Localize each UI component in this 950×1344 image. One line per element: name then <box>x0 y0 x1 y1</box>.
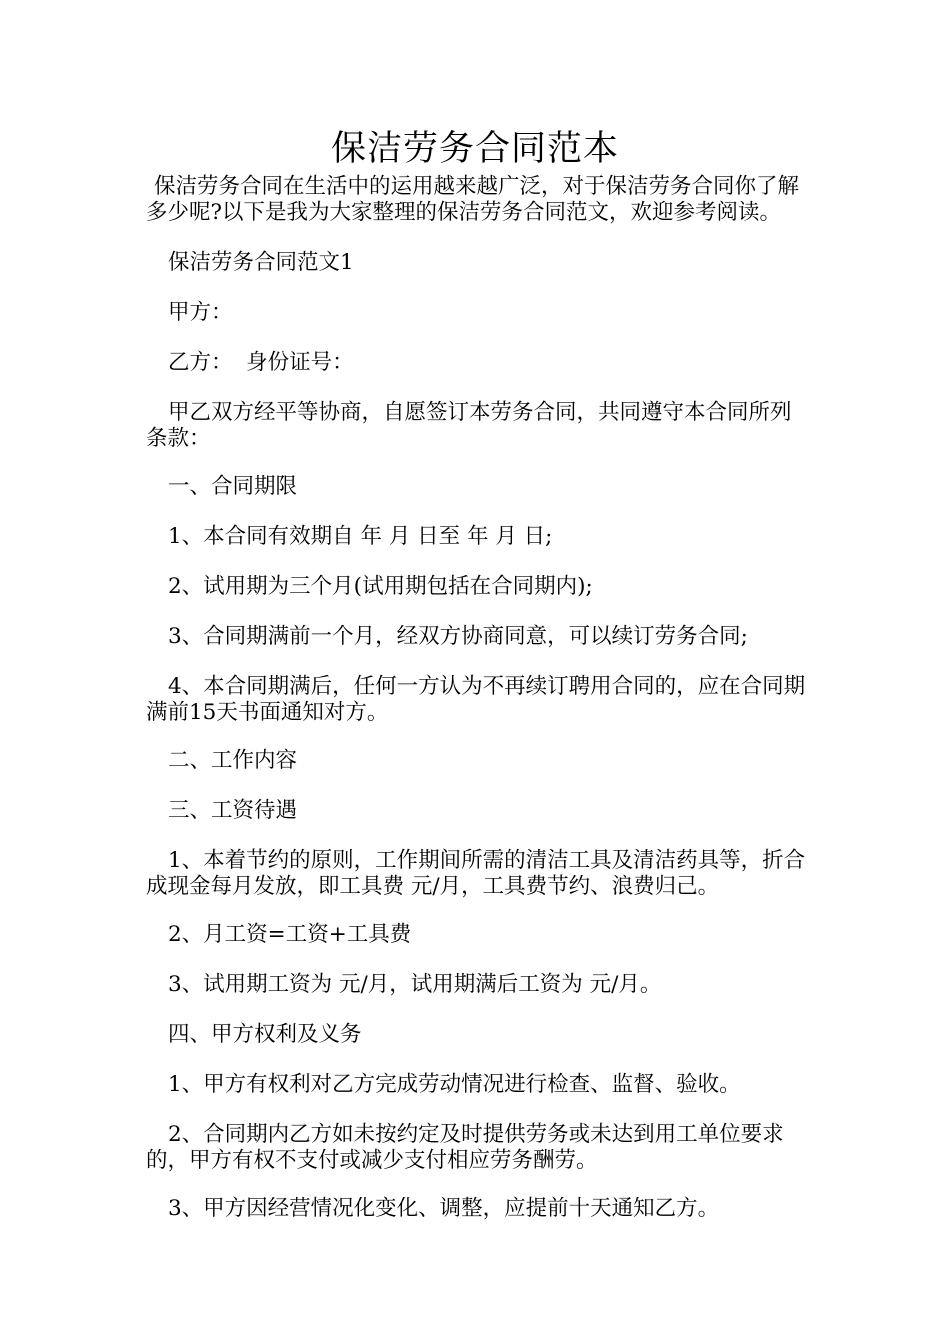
section-heading-version-1: 保洁劳务合同范文1 <box>168 250 354 275</box>
term-clause-1: 1、本合同有效期自 年 月 日至 年 月 日; <box>168 524 553 549</box>
document-title: 保洁劳务合同范本 <box>330 129 619 169</box>
heading-work-content: 二、工作内容 <box>168 748 298 773</box>
term-clause-2: 2、试用期为三个月(试用期包括在合同期内); <box>168 574 593 599</box>
heading-wages: 三、工资待遇 <box>168 798 298 823</box>
agreement-preamble: 甲乙双方经平等协商，自愿签订本劳务合同，共同遵守本合同所列条款： <box>146 400 792 451</box>
wage-clause-3: 3、试用期工资为 元/月，试用期满后工资为 元/月。 <box>168 972 662 997</box>
heading-party-a-rights: 四、甲方权利及义务 <box>168 1022 362 1047</box>
rights-clause-2: 2、合同期内乙方如未按约定及时提供劳务或未达到用工单位要求的，甲方有权不支付或减少支付相应劳务酬劳。 <box>146 1122 784 1173</box>
heading-contract-term: 一、合同期限 <box>168 474 298 499</box>
wage-clause-1: 1、本着节约的原则，工作期间所需的清洁工具及清洁药具等，折合成现金每月发放，即工具费 元/月，工具费节约、浪费归己。 <box>146 848 806 899</box>
intro-paragraph: 保洁劳务合同在生活中的运用越来越广泛，对于保洁劳务合同你了解多少呢?以下是我为大家整理的保洁劳务合同范文，欢迎参考阅读。 <box>146 174 800 225</box>
term-clause-4: 4、本合同期满后，任何一方认为不再续订聘用合同的，应在合同期满前15天书面通知对方。 <box>146 674 806 725</box>
rights-clause-1: 1、甲方有权利对乙方完成劳动情况进行检查、监督、验收。 <box>168 1072 741 1097</box>
rights-clause-3: 3、甲方因经营情况化变化、调整，应提前十天通知乙方。 <box>168 1196 720 1221</box>
party-b-line: 乙方： 身份证号： <box>168 350 354 375</box>
party-a-line: 甲方： <box>168 300 233 325</box>
wage-clause-2: 2、月工资=工资+工具费 <box>168 922 412 947</box>
term-clause-3: 3、合同期满前一个月，经双方协商同意，可以续订劳务合同; <box>168 624 748 649</box>
